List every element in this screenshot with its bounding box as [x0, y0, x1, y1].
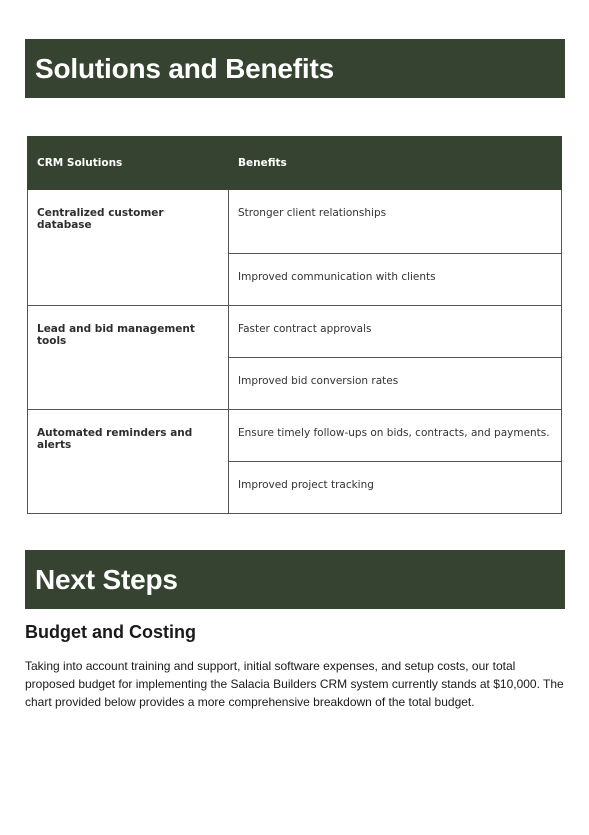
table-row: [28, 306, 562, 358]
next-steps-title: Next Steps: [35, 563, 178, 595]
budget-costing-heading: Budget and Costing: [25, 622, 196, 642]
table-header-row: [28, 137, 562, 190]
table-row: [28, 190, 562, 254]
benefit-cell: Stronger client relationships: [229, 190, 562, 254]
benefit-cell: Improved bid conversion rates: [229, 358, 562, 410]
budget-paragraph: Taking into account training and support, initial software expenses, and setup costs, our total proposed budget for implementing the Salacia Builders CRM system currently stands at $10,000. The chart provided below provides a more comprehensive breakdown of the total budget.: [25, 659, 564, 709]
benefit-cell: Ensure timely follow-ups on bids, contracts, and payments.: [229, 410, 562, 462]
benefit-cell: Improved project tracking: [229, 462, 562, 514]
solution-cell: Lead and bid management tools: [28, 306, 229, 410]
header-crm-solutions: CRM Solutions: [28, 137, 229, 190]
benefit-cell: Improved communication with clients: [229, 254, 562, 306]
next-steps-banner: [25, 550, 565, 609]
table-row: [28, 410, 562, 462]
crm-solutions-table: [27, 136, 562, 514]
solution-cell: Automated reminders and alerts: [28, 410, 229, 514]
header-benefits: Benefits: [229, 137, 562, 190]
benefit-cell: Faster contract approvals: [229, 306, 562, 358]
solution-cell: Centralized customer database: [28, 190, 229, 306]
solutions-title: Solutions and Benefits: [35, 52, 334, 84]
solutions-banner: [25, 39, 565, 98]
